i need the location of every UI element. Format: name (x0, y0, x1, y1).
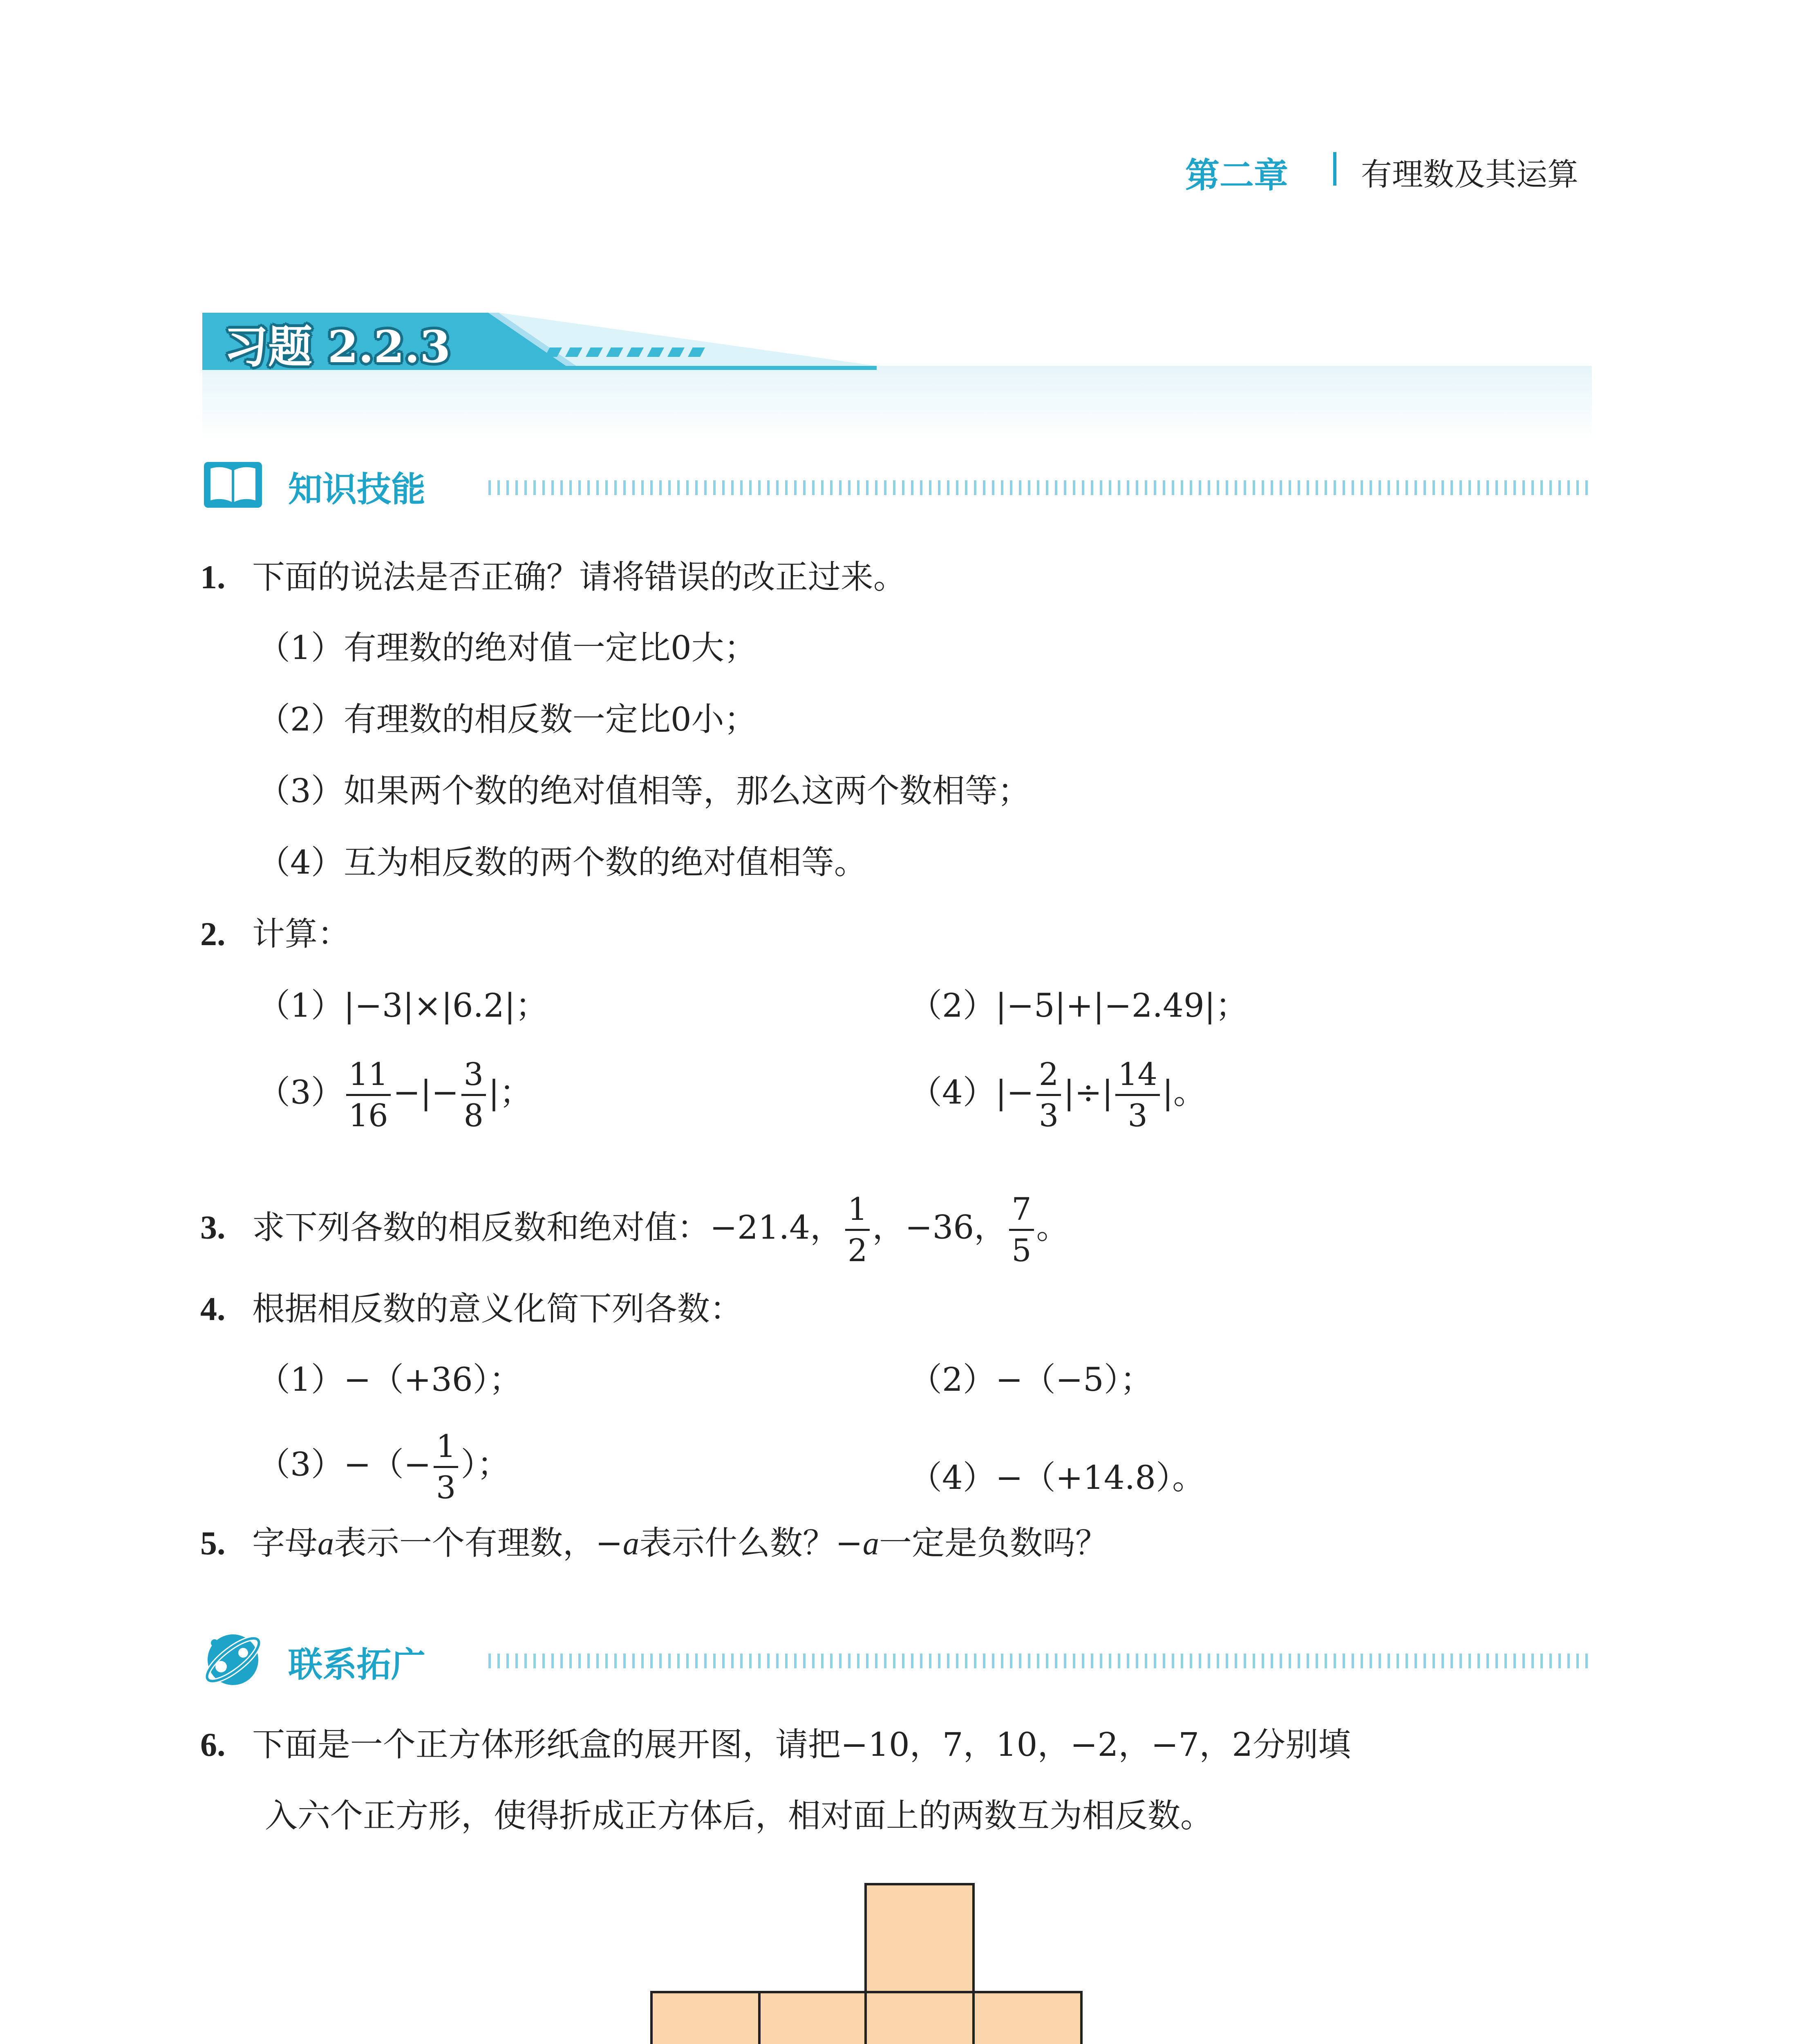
question-number: 4 (200, 1290, 217, 1327)
net-square-center-left (759, 1992, 867, 2044)
header-divider (1333, 152, 1336, 186)
q4-item-4: （4）−（+14.8）。 (909, 1459, 1205, 1497)
q1-item-2: （2）有理数的相反数一定比0小； (257, 700, 757, 738)
fraction: $\frac{1}{3}$ (434, 1431, 458, 1503)
question-number: 3 (200, 1208, 217, 1246)
book-icon (202, 458, 264, 511)
exercise-title: 习题 2.2.3 (224, 321, 451, 373)
question-stem: 计算： (252, 915, 350, 953)
fraction: $\frac{2}{3}$ (1036, 1059, 1061, 1131)
net-square-top (866, 1884, 974, 1992)
q4-item-1: （1）−（+36）； (257, 1360, 522, 1399)
question-2: 2. 计算： (200, 915, 350, 953)
cube-net-figure (650, 1883, 1091, 2044)
question-6: 6. 下面是一个正方体形纸盒的展开图，请把−10，7，10，−2，−7，2分别填 (200, 1726, 1351, 1764)
question-1: 1. 下面的说法是否正确？请将错误的改正过来。 (200, 558, 906, 596)
question-stem: 根据相反数的意义化简下列各数： (252, 1290, 743, 1328)
question-number: 6 (200, 1726, 217, 1763)
chapter-title: 有理数及其运算 (1361, 156, 1578, 193)
fraction: $\frac{14}{3}$ (1115, 1059, 1160, 1131)
net-square-left (651, 1992, 759, 2044)
fraction: $\frac{3}{8}$ (461, 1059, 486, 1131)
question-5: 5. 字母a表示一个有理数，−a表示什么数？−a一定是负数吗？ (200, 1524, 1108, 1562)
net-square-right (974, 1992, 1081, 2044)
chapter-label: 第二章 (1185, 155, 1289, 195)
fraction: $\frac{11}{16}$ (346, 1059, 391, 1131)
question-4: 4. 根据相反数的意义化简下列各数： (200, 1290, 743, 1328)
q2-item-4: （4）|− $\frac{2}{3}$ |÷| $\frac{14}{3}$ |。 (909, 1056, 1206, 1134)
question-number: 2 (200, 915, 217, 953)
section-title-skills: 知识技能 (288, 469, 426, 509)
q2-item-3: （3） $\frac{11}{16}$ −|− $\frac{3}{8}$ |； (257, 1056, 532, 1134)
q1-item-3: （3）如果两个数的绝对值相等，那么这两个数相等； (257, 772, 1030, 810)
question-6-line-2: 入六个正方形，使得折成正方体后，相对面上的两数互为相反数。 (265, 1797, 1213, 1835)
question-number: 1 (200, 558, 217, 596)
q1-item-1: （1）有理数的绝对值一定比0大； (257, 629, 757, 667)
fraction: $\frac{1}{2}$ (845, 1194, 870, 1266)
q2-item-1: （1）|−3|×|6.2|； (257, 986, 548, 1024)
question-number: 5 (200, 1524, 217, 1562)
section-title-extension: 联系拓广 (288, 1645, 426, 1685)
section-divider (488, 1654, 1592, 1668)
question-3: 3. 求下列各数的相反数和绝对值：−21.4， $\frac{1}{2}$ ，−36， $\frac{7}{5}$ 。 (200, 1191, 1069, 1269)
q4-item-2: （2）−（−5）； (909, 1360, 1153, 1399)
q4-item-3: （3）−（− $\frac{1}{3}$ ）； (257, 1428, 510, 1506)
question-stem: 下面是一个正方体形纸盒的展开图，请把−10，7，10，−2，−7，2分别填 (252, 1726, 1351, 1764)
section-divider (488, 480, 1592, 495)
fraction: $\frac{7}{5}$ (1009, 1194, 1034, 1266)
q1-item-4: （4）互为相反数的两个数的绝对值相等。 (257, 843, 867, 881)
extension-icon (202, 1629, 264, 1690)
question-stem: 下面的说法是否正确？请将错误的改正过来。 (252, 558, 906, 596)
net-square-center (866, 1992, 974, 2044)
q2-item-2: （2）|−5|+|−2.49|； (909, 986, 1248, 1024)
